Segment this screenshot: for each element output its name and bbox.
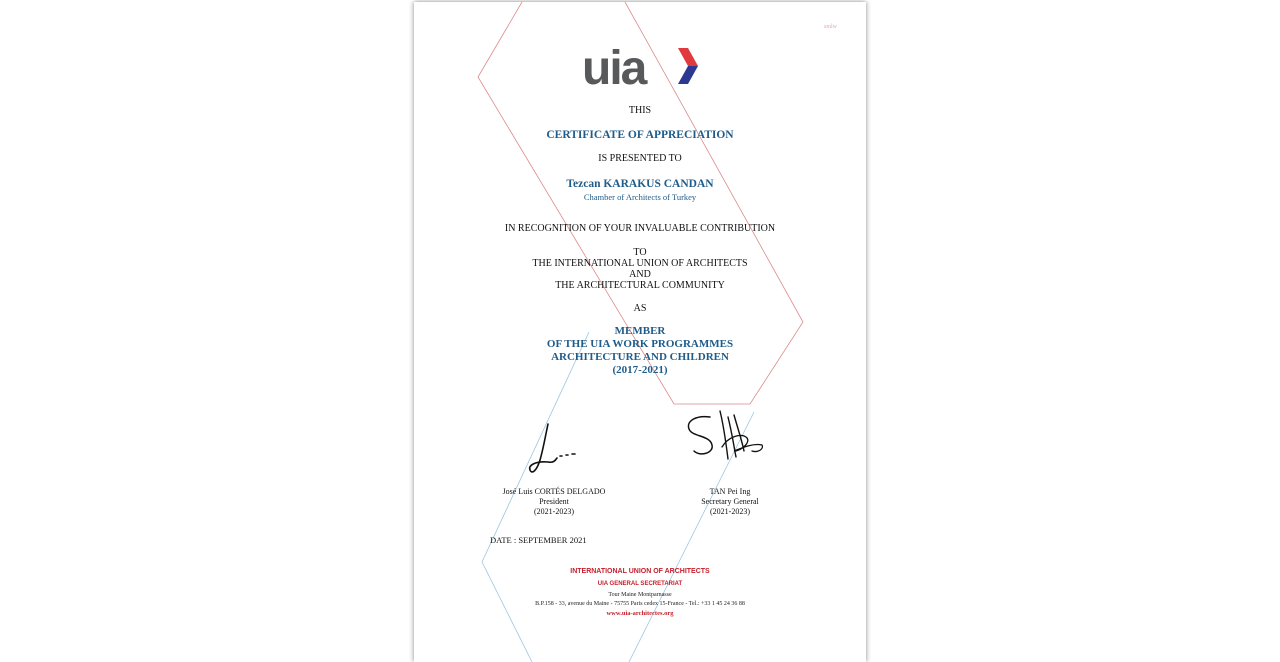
certificate-title: CERTIFICATE OF APPRECIATION: [546, 129, 734, 141]
issue-date: DATE : SEPTEMBER 2021: [490, 535, 587, 545]
role-line-1: MEMBER: [614, 325, 666, 337]
footer-address-1: Tour Maine Montparnasse: [608, 592, 672, 598]
logo-chevron-blue: [678, 66, 698, 84]
certificate-page: [414, 2, 866, 662]
uia-logo-text: uia: [582, 44, 646, 90]
secretary-name: TAN Pei Ing: [709, 487, 751, 496]
union-text: THE INTERNATIONAL UNION OF ARCHITECTS: [532, 258, 748, 269]
secretary-block: [640, 487, 820, 517]
president-term: (2021-2023): [534, 507, 574, 516]
community-text: THE ARCHITECTURAL COMMUNITY: [555, 280, 725, 291]
this-label: THIS: [628, 105, 652, 116]
president-block: [464, 487, 644, 517]
recognition-text: IN RECOGNITION OF YOUR INVALUABLE CONTRIBUTION: [504, 223, 776, 234]
secretary-signature: [684, 407, 768, 467]
president-name: José Luis CORTÉS DELGADO: [502, 487, 606, 496]
footer-org-name: INTERNATIONAL UNION OF ARCHITECTS: [570, 568, 710, 575]
as-label: AS: [633, 303, 647, 314]
uia-logo: [582, 44, 698, 90]
president-signature: [526, 420, 582, 478]
corner-stamp: smlw: [824, 24, 838, 30]
recipient-name: Tezcan KARAKUS CANDAN: [566, 178, 714, 190]
footer-secretariat: UIA GENERAL SECRETARIAT: [597, 581, 683, 587]
footer-website[interactable]: www.uia-architectes.org: [606, 610, 674, 617]
role-line-2: OF THE UIA WORK PROGRAMMES: [546, 338, 734, 350]
footer-address-2: B.P.158 - 33, avenue du Maine - 75755 Paris cedex 15-France - Tel.: +33 1 45 24 36 88: [535, 601, 745, 607]
role-line-4: (2017-2021): [612, 364, 668, 376]
secretary-term: (2021-2023): [710, 507, 750, 516]
president-title: President: [539, 497, 569, 506]
to-label: TO: [633, 247, 647, 258]
secretary-title: Secretary General: [701, 497, 759, 506]
recipient-org: Chamber of Architects of Turkey: [583, 192, 697, 202]
presented-label: IS PRESENTED TO: [598, 153, 682, 164]
and-label: AND: [629, 269, 651, 280]
logo-chevron-red: [678, 48, 698, 66]
role-line-3: ARCHITECTURE AND CHILDREN: [551, 351, 729, 363]
